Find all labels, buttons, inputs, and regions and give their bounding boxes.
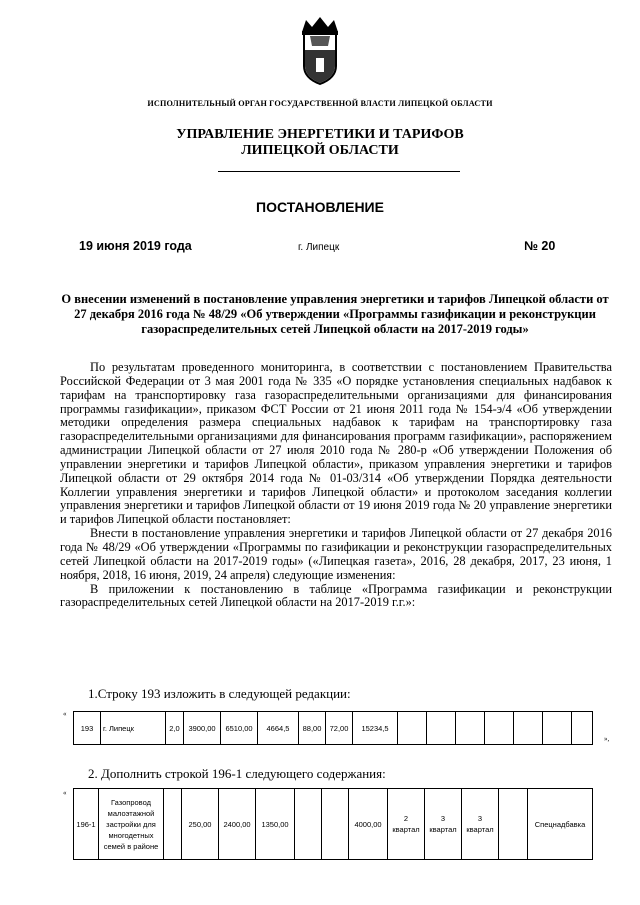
item-2: 2. Дополнить строкой 196-1 следующего содержания: xyxy=(88,766,386,781)
cell-value: 1350,00 xyxy=(256,789,295,860)
header-divider xyxy=(218,171,460,172)
cell-empty xyxy=(322,789,349,860)
cell-empty xyxy=(485,712,514,745)
cell-object: г. Липецк xyxy=(101,712,166,745)
cell-length: 2,0 xyxy=(166,712,184,745)
item-1: 1.Строку 193 изложить в следующей редакции: xyxy=(88,686,351,701)
issuing-authority: ИСПОЛНИТЕЛЬНЫЙ ОРГАН ГОСУДАРСТВЕННОЙ ВЛАСТИ ЛИПЕЦКОЙ ОБЛАСТИ xyxy=(147,99,493,108)
cell-number: 193 xyxy=(74,712,101,745)
department-name xyxy=(0,127,640,159)
document-subject: О внесении изменений в постановление управления энергетики и тарифов Липецкой области от 27 декабря 2016 года № 48/29 «Об утверждении «Программы газификации и реконструкции газораспределительных сетей Липецкой области на 2017-2019 годы» xyxy=(61,292,609,336)
cell-empty xyxy=(427,712,456,745)
table-row xyxy=(74,712,593,745)
document-body xyxy=(60,361,612,610)
department-line-2: ЛИПЕЦКОЙ ОБЛАСТИ xyxy=(241,143,399,158)
document-number: № 20 xyxy=(524,239,556,253)
cell-value: 250,00 xyxy=(182,789,219,860)
cell-object: Газопровод малоэтажной застройки для многодетных семей в районе xyxy=(99,789,164,860)
cell-empty xyxy=(572,712,593,745)
cell-total: 4000,00 xyxy=(349,789,388,860)
table-row-196-1 xyxy=(73,788,593,860)
cell-value: 72,00 xyxy=(326,712,353,745)
table2-open-quote: « xyxy=(63,789,67,797)
table-row xyxy=(74,789,593,860)
cell-empty xyxy=(514,712,543,745)
cell-empty xyxy=(456,712,485,745)
cell-empty xyxy=(295,789,322,860)
document-date: 19 июня 2019 года xyxy=(79,239,192,253)
cell-source: Спецнадбавка xyxy=(528,789,593,860)
cell-quarter: 2 квартал xyxy=(388,789,425,860)
cell-total: 15234,5 xyxy=(353,712,398,745)
cell-value: 4664,5 xyxy=(258,712,299,745)
paragraph-annex: В приложении к постановлению в таблице «Программа газификации и реконструкции газораспределительных сетей Липецкой области на 2017-2019 г.г.»: xyxy=(60,581,612,610)
table-row-193 xyxy=(73,711,593,745)
cell-quarter: 3 квартал xyxy=(425,789,462,860)
coat-of-arms-icon xyxy=(296,14,344,86)
cell-value: 88,00 xyxy=(299,712,326,745)
cell-quarter: 3 квартал xyxy=(462,789,499,860)
cell-length xyxy=(164,789,182,860)
cell-empty xyxy=(398,712,427,745)
cell-empty xyxy=(499,789,528,860)
department-line-1: УПРАВЛЕНИЕ ЭНЕРГЕТИКИ И ТАРИФОВ xyxy=(176,127,464,142)
table1-open-quote: « xyxy=(63,710,67,718)
document-type: ПОСТАНОВЛЕНИЕ xyxy=(256,199,384,215)
cell-value: 6510,00 xyxy=(221,712,258,745)
cell-empty xyxy=(543,712,572,745)
cell-value: 2400,00 xyxy=(219,789,256,860)
cell-number: 196-1 xyxy=(74,789,99,860)
cell-value: 3900,00 xyxy=(184,712,221,745)
table1-close-quote: », xyxy=(604,735,610,743)
document-city: г. Липецк xyxy=(298,242,340,253)
paragraph-amendment: Внести в постановление управления энергетики и тарифов Липецкой области от 27 декабря 2016 года № 48/29 «Об утверждении «Программы по газификации и реконструкции газораспределительных сетей Липецкой области на 2017-2019 годы» («Липецкая газета», 2016, 28 декабря, 2017, 23 июня, 1 ноября, 2018, 16 июня, 2019, 24 апреля) следующие изменения: xyxy=(60,526,612,582)
paragraph-preamble: По результатам проведенного мониторинга, в соответствии с постановлением Правительства Российской Федерации от 3 мая 2001 года № 335 «О порядке установления специальных надбавок к тарифам на транспортировку газа газораспределительными организациями для финансирования программы газификации», приказом ФСТ России от 21 июня 2011 года № 154-э/4 «Об утверждении методики определения размера специальных надбавок к тарифам на транспортировку газа газораспределительными организациями для финансирования программ газификации», распоряжением администрации Липецкой области от 27 июля 2010 года № 280-р «Об утверждении Положения об управлении энергетики и тарифов Липецкой области», приказом управления энергетики и тарифов Липецкой области от 29 октября 2014 года № 01-03/314 «Об утверждении Порядка деятельности Коллегии управления энергетики и тарифов Липецкой области» и протоколом заседания коллегии управления энергетики и тарифов Липецкой области от 19 июня 2019 года № 20 управление энергетики и тарифов Липецкой области постановляет: xyxy=(60,360,612,527)
